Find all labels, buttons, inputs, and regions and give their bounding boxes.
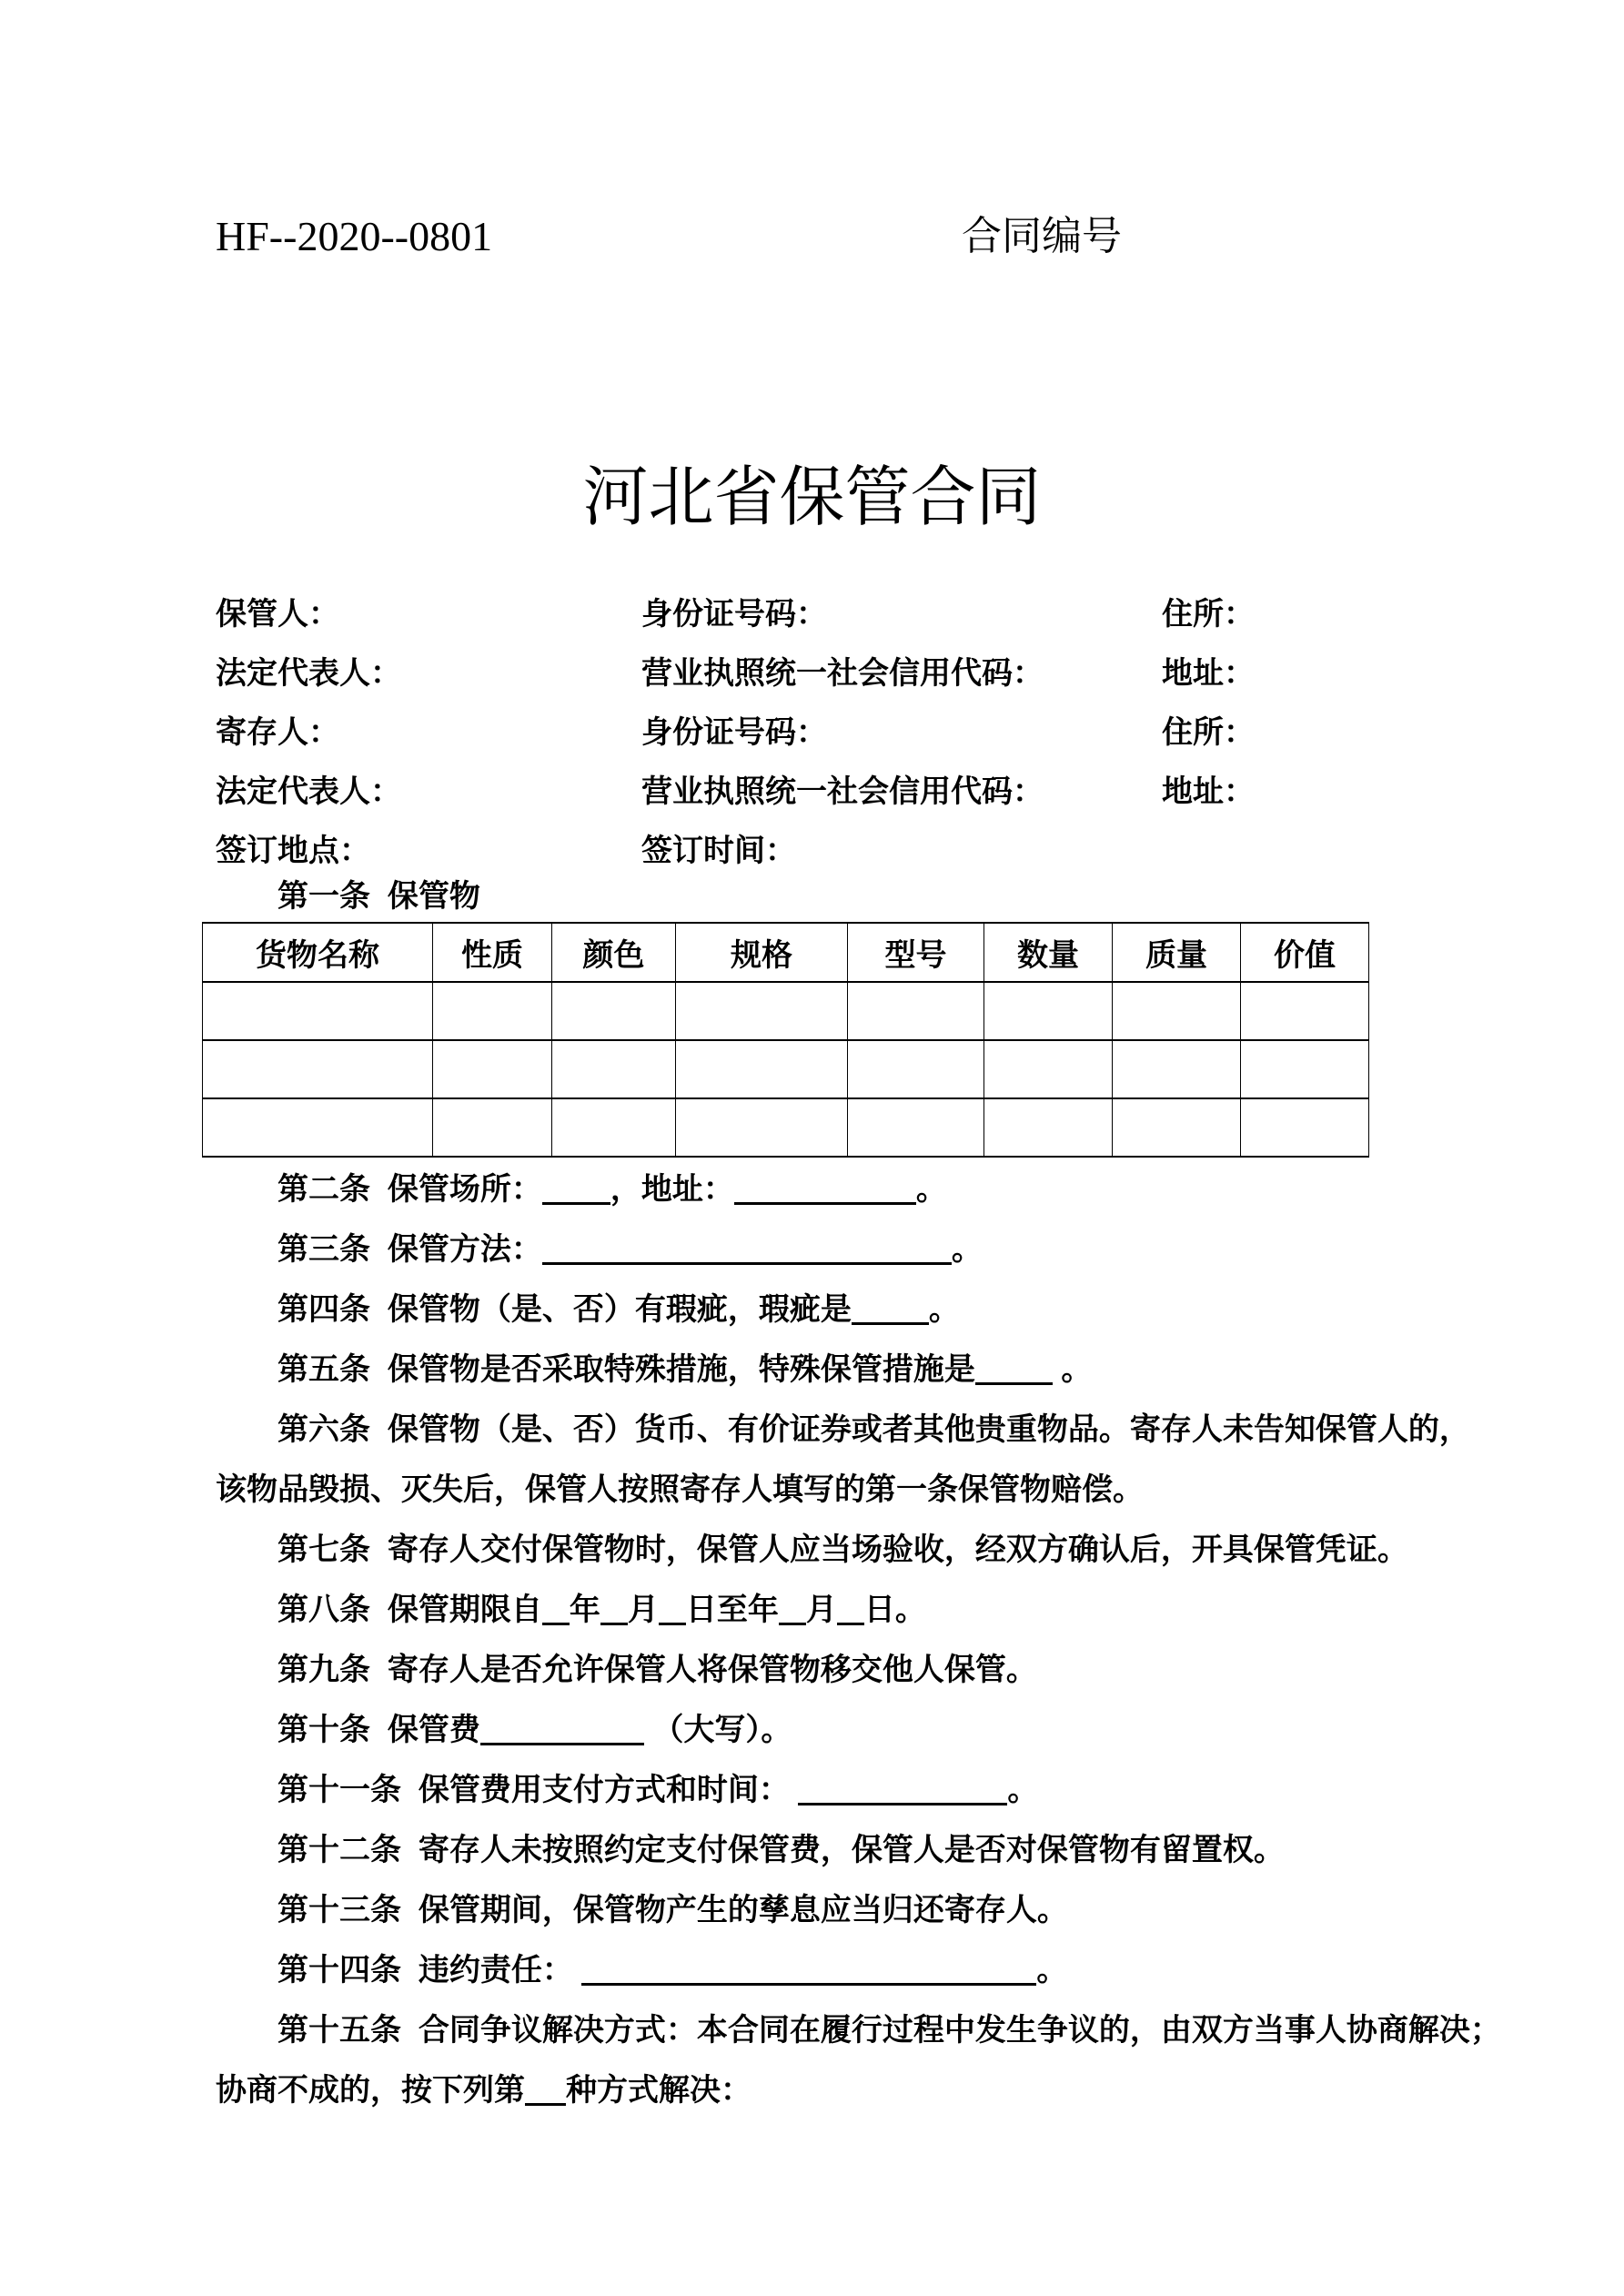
fill-blank[interactable] bbox=[779, 1586, 806, 1625]
article-line bbox=[216, 1340, 1517, 1400]
goods-cell[interactable] bbox=[1113, 982, 1241, 1040]
article-line bbox=[216, 1760, 1517, 1820]
fill-blank[interactable] bbox=[480, 1706, 644, 1745]
goods-cell[interactable] bbox=[203, 982, 433, 1040]
fill-blank[interactable] bbox=[852, 1286, 929, 1325]
goods-cell[interactable] bbox=[1113, 1098, 1241, 1157]
goods-cell[interactable] bbox=[848, 1040, 984, 1098]
goods-row bbox=[203, 1098, 1369, 1157]
article-text: 第十条 保管费 bbox=[277, 1713, 480, 1747]
party-label: 身份证号码： bbox=[641, 597, 827, 632]
party-label: 营业执照统一社会信用代码： bbox=[641, 656, 1044, 691]
article-line bbox=[216, 1700, 1517, 1760]
goods-cell[interactable] bbox=[433, 982, 552, 1040]
goods-cell[interactable] bbox=[848, 1098, 984, 1157]
party-label: 寄存人： bbox=[216, 715, 339, 750]
article-text: 。 bbox=[951, 1232, 983, 1267]
article-text: 第五条 保管物是否采取特殊措施，特殊保管措施是 bbox=[277, 1352, 975, 1387]
article-text: 第十四条 违约责任： bbox=[277, 1953, 582, 1988]
goods-cell[interactable] bbox=[1241, 1040, 1369, 1098]
goods-column-header: 规格 bbox=[676, 923, 848, 982]
goods-header-row bbox=[203, 923, 1369, 982]
goods-column-header: 型号 bbox=[848, 923, 984, 982]
article-line bbox=[216, 1940, 1517, 2000]
goods-cell[interactable] bbox=[433, 1098, 552, 1157]
article-line bbox=[216, 2060, 1517, 2120]
article-line bbox=[216, 2000, 1517, 2060]
goods-cell[interactable] bbox=[984, 1040, 1113, 1098]
party-label: 地址： bbox=[1162, 656, 1255, 691]
article-line bbox=[216, 1820, 1517, 1880]
article-line bbox=[216, 1219, 1517, 1279]
article-line bbox=[216, 1880, 1517, 1940]
goods-cell[interactable] bbox=[203, 1040, 433, 1098]
party-label: 住所： bbox=[1162, 597, 1255, 632]
article-line bbox=[216, 1279, 1517, 1340]
article-text: 协商不成的，按下列第 bbox=[216, 2073, 525, 2108]
goods-column-header: 数量 bbox=[984, 923, 1113, 982]
party-row bbox=[216, 644, 1508, 703]
article-text: 。 bbox=[1007, 1773, 1039, 1807]
goods-cell[interactable] bbox=[676, 1040, 848, 1098]
goods-cell[interactable] bbox=[203, 1098, 433, 1157]
goods-cell[interactable] bbox=[552, 982, 676, 1040]
article-line bbox=[216, 1159, 1517, 1219]
article-line bbox=[216, 1400, 1517, 1460]
goods-cell[interactable] bbox=[552, 1098, 676, 1157]
goods-column-header: 价值 bbox=[1241, 923, 1369, 982]
party-label: 身份证号码： bbox=[641, 715, 827, 750]
party-row bbox=[216, 585, 1508, 644]
document-code: HF--2020--0801 bbox=[216, 213, 493, 259]
article-line bbox=[216, 1520, 1517, 1580]
article-text: （大写）。 bbox=[643, 1713, 792, 1747]
article-line bbox=[216, 1580, 1517, 1640]
fill-blank[interactable] bbox=[542, 1226, 952, 1265]
fill-blank[interactable] bbox=[798, 1766, 1007, 1805]
party-label: 地址： bbox=[1162, 774, 1255, 809]
parties-section bbox=[216, 585, 1508, 881]
fill-blank[interactable] bbox=[542, 1166, 610, 1205]
document-title: 河北省保管合同 bbox=[582, 461, 1042, 534]
goods-cell[interactable] bbox=[433, 1040, 552, 1098]
article-line bbox=[216, 1460, 1517, 1520]
article-text: 第七条 寄存人交付保管物时，保管人应当场验收，经双方确认后，开具保管凭证。 bbox=[277, 1532, 1408, 1567]
goods-cell[interactable] bbox=[676, 982, 848, 1040]
article-text: 第十二条 寄存人未按照约定支付保管费，保管人是否对保管物有留置权。 bbox=[277, 1833, 1285, 1867]
article-1-heading: 第一条 保管物 bbox=[277, 879, 480, 914]
article-text: 。 bbox=[1052, 1352, 1093, 1387]
article-line bbox=[216, 1640, 1517, 1700]
party-row bbox=[216, 763, 1508, 822]
goods-column-header: 颜色 bbox=[552, 923, 676, 982]
fill-blank[interactable] bbox=[525, 2067, 566, 2106]
fill-blank[interactable] bbox=[837, 1586, 864, 1625]
article-text: 第十一条 保管费用支付方式和时间： bbox=[277, 1773, 799, 1807]
party-label: 签订时间： bbox=[641, 834, 796, 868]
goods-cell[interactable] bbox=[552, 1040, 676, 1098]
goods-cell[interactable] bbox=[1113, 1040, 1241, 1098]
party-label: 营业执照统一社会信用代码： bbox=[641, 774, 1044, 809]
article-text: 第四条 保管物（是、否）有瑕疵，瑕疵是 bbox=[277, 1292, 852, 1327]
article-text: 年 bbox=[569, 1593, 600, 1627]
article-text: 月 bbox=[627, 1593, 659, 1627]
articles-section bbox=[216, 1159, 1517, 2120]
article-text: ，地址： bbox=[610, 1172, 734, 1207]
article-text: 。 bbox=[915, 1172, 947, 1207]
article-text: 第十三条 保管期间，保管物产生的孳息应当归还寄存人。 bbox=[277, 1893, 1068, 1927]
goods-cell[interactable] bbox=[1241, 1098, 1369, 1157]
party-label: 住所： bbox=[1162, 715, 1255, 750]
goods-cell[interactable] bbox=[1241, 982, 1369, 1040]
article-text: 第六条 保管物（是、否）货币、有价证券或者其他贵重物品。寄存人未告知保管人的， bbox=[277, 1412, 1470, 1447]
goods-column-header: 货物名称 bbox=[203, 923, 433, 982]
article-text: 日至年 bbox=[685, 1593, 779, 1627]
article-text: 第二条 保管场所： bbox=[277, 1172, 542, 1207]
goods-column-header: 质量 bbox=[1113, 923, 1241, 982]
article-text: 。 bbox=[928, 1292, 960, 1327]
party-label: 签订地点： bbox=[216, 834, 370, 868]
article-text: 。 bbox=[1036, 1953, 1068, 1988]
article-text: 日。 bbox=[863, 1593, 926, 1627]
party-label: 法定代表人： bbox=[216, 656, 401, 691]
fill-blank[interactable] bbox=[659, 1586, 686, 1625]
article-text: 第三条 保管方法： bbox=[277, 1232, 542, 1267]
goods-cell[interactable] bbox=[676, 1098, 848, 1157]
article-text: 该物品毁损、灭失后，保管人按照寄存人填写的第一条保管物赔偿。 bbox=[216, 1472, 1144, 1507]
goods-column-header: 性质 bbox=[433, 923, 552, 982]
goods-cell[interactable] bbox=[848, 982, 984, 1040]
article-text: 种方式解决： bbox=[566, 2073, 751, 2108]
fill-blank[interactable] bbox=[600, 1586, 628, 1625]
party-row bbox=[216, 703, 1508, 763]
goods-cell[interactable] bbox=[984, 1098, 1113, 1157]
contract-number-label: 合同编号 bbox=[962, 214, 1122, 258]
goods-row bbox=[203, 1040, 1369, 1098]
party-label: 保管人： bbox=[216, 597, 339, 632]
goods-table bbox=[202, 922, 1369, 1158]
fill-blank[interactable] bbox=[581, 1947, 1036, 1986]
article-text: 第十五条 合同争议解决方式：本合同在履行过程中发生争议的，由双方当事人协商解决； bbox=[277, 2013, 1501, 2048]
article-text: 月 bbox=[805, 1593, 837, 1627]
goods-cell[interactable] bbox=[984, 982, 1113, 1040]
fill-blank[interactable] bbox=[734, 1166, 916, 1205]
party-label: 法定代表人： bbox=[216, 774, 401, 809]
fill-blank[interactable] bbox=[975, 1346, 1053, 1385]
article-text: 第九条 寄存人是否允许保管人将保管物移交他人保管。 bbox=[277, 1653, 1037, 1687]
article-text: 第八条 保管期限自 bbox=[277, 1593, 542, 1627]
fill-blank[interactable] bbox=[542, 1586, 570, 1625]
goods-row bbox=[203, 982, 1369, 1040]
